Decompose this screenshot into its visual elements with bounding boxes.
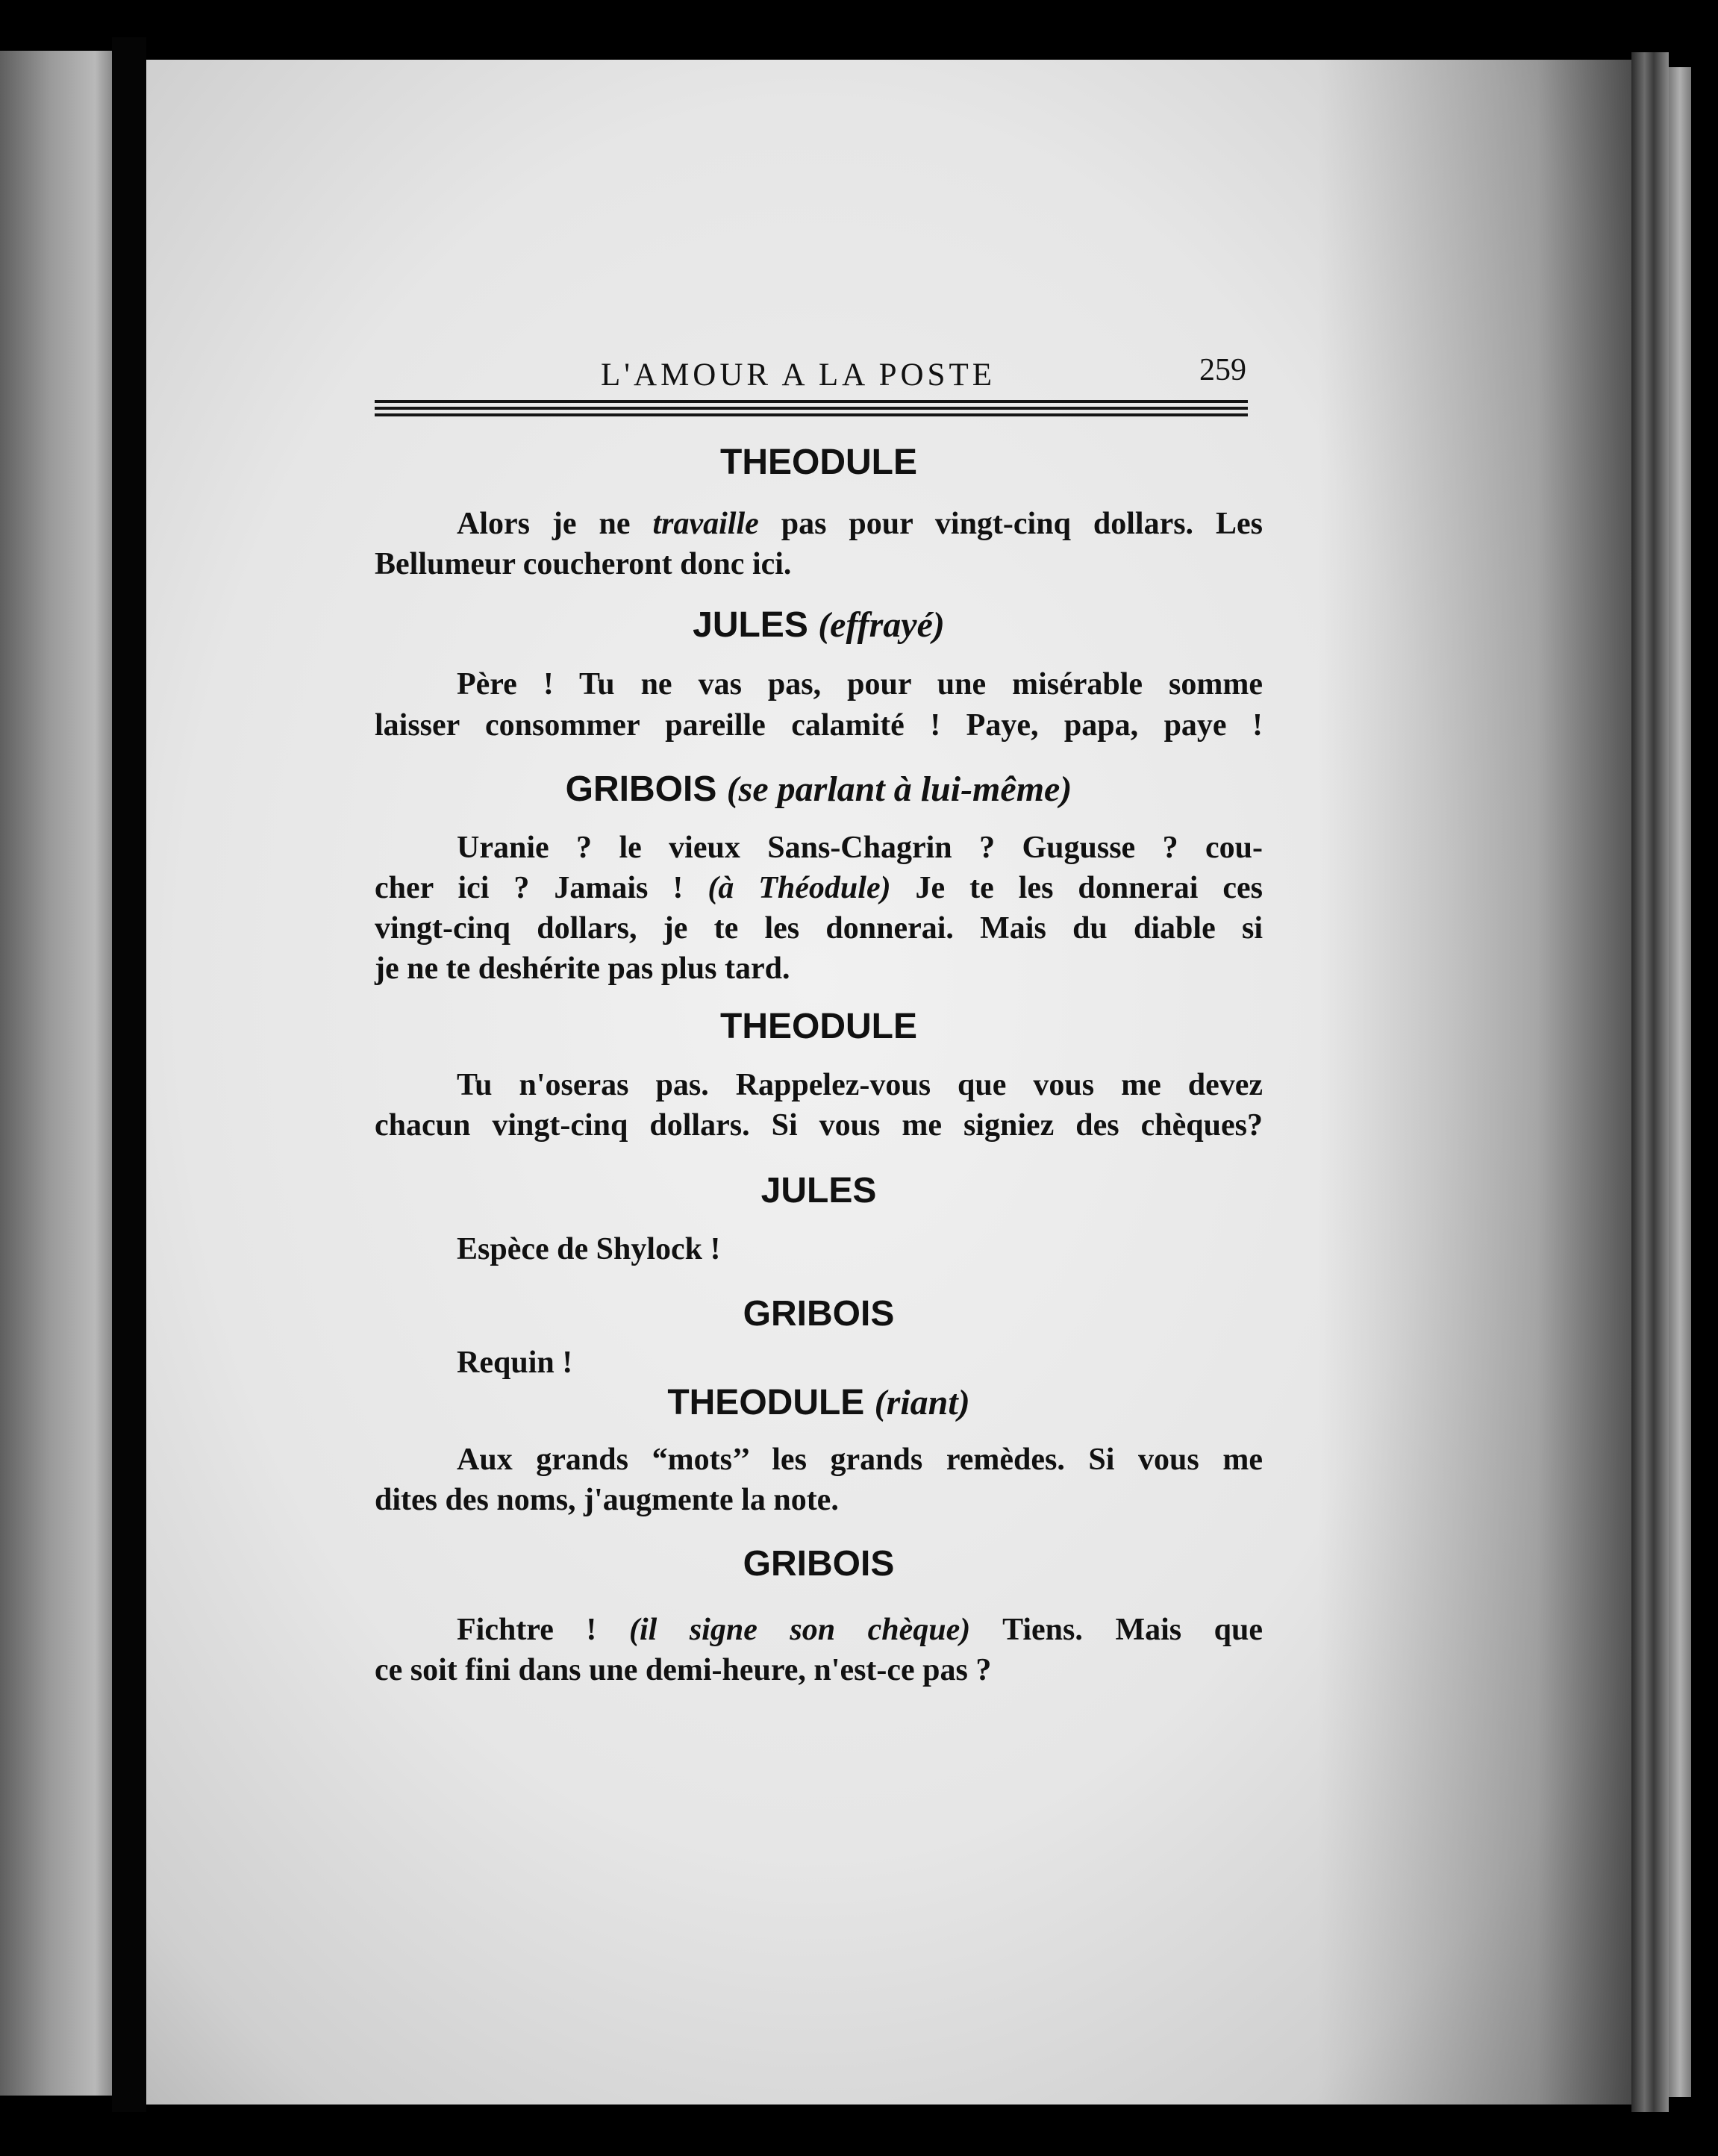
speaker-name: THEODULE bbox=[720, 443, 917, 482]
dialogue-line bbox=[375, 666, 1263, 702]
speaker-heading bbox=[375, 442, 1263, 483]
dialogue-line bbox=[375, 951, 1263, 987]
line-text: pas pour vingt-cinq dollars. Les bbox=[758, 507, 1263, 541]
speaker-name: GRIBOIS bbox=[565, 769, 717, 809]
dialogue-line bbox=[375, 1442, 1263, 1478]
line-text: vingt-cinq dollars, je te les donnerai. Mais du diable si bbox=[375, 911, 1263, 946]
line-text: cher ici ? Jamais ! bbox=[375, 871, 708, 905]
line-text: Aux grands “mots’’ les grands remèdes. Si vous me bbox=[457, 1443, 1263, 1477]
header-rule bbox=[375, 400, 1248, 416]
line-text: Père ! Tu ne vas pas, pour une misérable somme bbox=[457, 667, 1263, 702]
line-text: chacun vingt-cinq dollars. Si vous me signiez des chèques? bbox=[375, 1108, 1263, 1143]
running-title: L'AMOUR A LA POSTE bbox=[601, 357, 996, 393]
dialogue-line bbox=[375, 1345, 1263, 1381]
line-text: laisser consommer pareille calamité ! Paye, papa, paye ! bbox=[375, 708, 1263, 743]
dialogue-line bbox=[375, 1107, 1263, 1143]
header-rule-line-middle bbox=[375, 407, 1248, 410]
speaker-name: GRIBOIS bbox=[743, 1294, 895, 1334]
speaker-name: JULES bbox=[693, 605, 808, 645]
line-text: Tiens. Mais que bbox=[970, 1613, 1263, 1647]
page-stack-edge-outer bbox=[1669, 67, 1691, 2097]
line-emphasis: (à Théodule) bbox=[707, 871, 891, 905]
dialogue-line bbox=[375, 870, 1263, 906]
dialogue-line bbox=[375, 910, 1263, 946]
line-emphasis: travaille bbox=[652, 507, 759, 541]
stage-direction: (se parlant à lui-même) bbox=[726, 769, 1072, 809]
header-rule-line-top bbox=[375, 400, 1248, 403]
line-text: Requin ! bbox=[457, 1346, 573, 1380]
line-text: dites des noms, j'augmente la note. bbox=[375, 1483, 839, 1517]
page-number: 259 bbox=[1199, 353, 1246, 387]
stage-direction: (effrayé) bbox=[818, 605, 945, 645]
speaker-heading bbox=[375, 1543, 1263, 1584]
dialogue-line bbox=[375, 1231, 1263, 1267]
speaker-name: THEODULE bbox=[667, 1383, 865, 1422]
dialogue-line bbox=[375, 1612, 1263, 1648]
speaker-heading bbox=[375, 1382, 1263, 1423]
page-shadow bbox=[1318, 60, 1631, 2105]
dialogue-line bbox=[375, 1652, 1263, 1688]
line-text: Alors je ne bbox=[457, 507, 653, 541]
dialogue-line bbox=[375, 707, 1263, 743]
page-stack-edge bbox=[1631, 52, 1669, 2112]
speaker-heading bbox=[375, 1293, 1263, 1334]
header-rule-line-bottom bbox=[375, 413, 1248, 416]
speaker-name: THEODULE bbox=[720, 1007, 917, 1046]
dialogue-line bbox=[375, 1067, 1263, 1103]
speaker-heading bbox=[375, 1170, 1263, 1211]
line-text: je ne te deshérite pas plus tard. bbox=[375, 952, 790, 986]
line-text: Bellumeur coucheront donc ici. bbox=[375, 547, 792, 581]
line-emphasis: (il signe son chèque) bbox=[628, 1613, 971, 1647]
line-text: ce soit fini dans une demi-heure, n'est-ce pas ? bbox=[375, 1653, 992, 1687]
line-text: Uranie ? le vieux Sans-Chagrin ? Gugusse ? cou- bbox=[457, 831, 1263, 865]
facing-page-edge bbox=[0, 51, 112, 2096]
speaker-name: GRIBOIS bbox=[743, 1544, 895, 1584]
book-gutter bbox=[112, 37, 146, 2112]
line-text: Fichtre ! bbox=[457, 1613, 629, 1647]
speaker-heading bbox=[375, 769, 1263, 810]
line-text: Tu n'oseras pas. Rappelez-vous que vous me devez bbox=[457, 1068, 1263, 1102]
dialogue-line bbox=[375, 1482, 1263, 1518]
speaker-name: JULES bbox=[760, 1171, 877, 1210]
line-text: Espèce de Shylock ! bbox=[457, 1232, 721, 1266]
speaker-heading bbox=[375, 604, 1263, 646]
stage-direction: (riant) bbox=[874, 1383, 970, 1422]
dialogue-line bbox=[375, 506, 1263, 542]
dialogue-line bbox=[375, 546, 1263, 582]
speaker-heading bbox=[375, 1006, 1263, 1047]
line-text: Je te les donnerai ces bbox=[890, 871, 1263, 905]
dialogue-line bbox=[375, 830, 1263, 866]
